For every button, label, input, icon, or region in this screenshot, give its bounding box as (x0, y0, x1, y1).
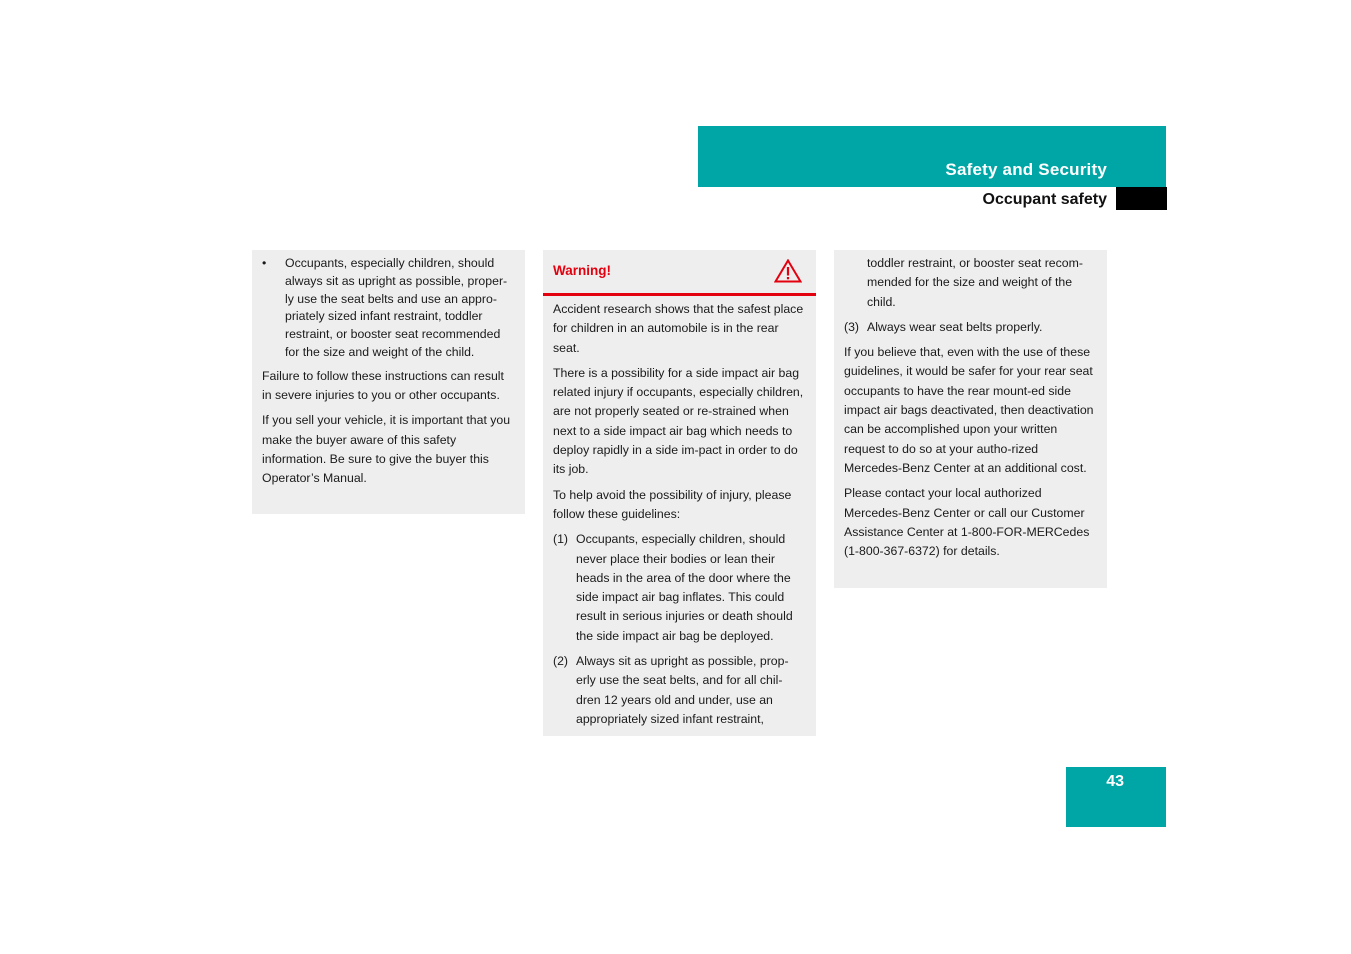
guideline-item-3 (844, 318, 1098, 337)
subsection-title: Occupant safety (982, 191, 1107, 208)
guideline-number: (3) (844, 319, 860, 334)
guideline-item-2-continuation: toddler restraint, or booster seat recom-mended for the size and weight of the child. (867, 256, 1083, 309)
paragraph-side-impact: There is a possibility for a side impact air bag related injury if occupants, especially children, are not properly seated or re-strained when next to a side impact air bag which needs to deploy rapidly in a side im-pact in order to do its job. (553, 365, 804, 477)
paragraph-research: Accident research shows that the safest place for children in an automobile is in the rear seat. (553, 302, 804, 355)
guideline-item-2 (553, 652, 806, 729)
section-header-band (698, 126, 1166, 187)
warning-triangle-icon (774, 259, 802, 283)
column-1-box (252, 250, 525, 514)
bullet-item (262, 255, 515, 362)
paragraph-deactivation: If you believe that, even with the use of these guidelines, it would be safer for your rear seat occupants to have the rear mount-ed side impact air bags deactivated, then deactivation can be accomplished upon your written request to do so at your autho-rized Mercedes-Benz Center at an additional cost. (844, 345, 1094, 475)
bullet-symbol: • (262, 256, 267, 270)
warning-body (543, 296, 816, 729)
paragraph-failure: Failure to follow these instructions can result in severe injuries to you or other occupants. (262, 368, 504, 403)
guideline-text: Occupants, especially children, should never place their bodies or lean their heads in the area of the door where the side impact air bag inflates. This could result in serious injuries or death should the side impact air bag be deployed. (576, 532, 793, 643)
paragraph-contact: Please contact your local authorized Mercedes-Benz Center or call our Customer Assistance Center at 1-800-FOR-MERCedes (1-800-367-6372) for details. (844, 486, 1090, 559)
guideline-text: Always wear seat belts properly. (867, 319, 1043, 334)
page-number-box (1066, 767, 1166, 827)
warning-header (543, 250, 816, 296)
paragraph-sell-vehicle: If you sell your vehicle, it is important that you make the buyer aware of this safety information. Be sure to give the buyer this Operator’s Manual. (262, 413, 511, 486)
bullet-text: Occupants, especially children, should always sit as upright as possible, proper-ly use the seat belts and use an appro-priately sized infant restraint, toddler restraint, or booster seat recommended for the size and weight of the child. (285, 256, 508, 359)
guideline-number: (1) (553, 532, 569, 547)
subsection-tab-marker (1116, 187, 1167, 210)
warning-box (543, 250, 816, 736)
paragraph-guidelines-intro: To help avoid the possibility of injury, please follow these guidelines: (553, 487, 792, 521)
warning-label: Warning! (553, 263, 611, 278)
guideline-text: Always sit as upright as possible, prop-erly use the seat belts, and for all chil-dren 12 years old and under, use an appropriately sized infant restraint, (576, 654, 789, 726)
section-title: Safety and Security (945, 160, 1107, 179)
column-3-box (834, 250, 1107, 588)
guideline-number: (2) (553, 654, 569, 669)
page-number: 43 (1106, 773, 1124, 790)
guideline-item-1 (553, 530, 806, 646)
